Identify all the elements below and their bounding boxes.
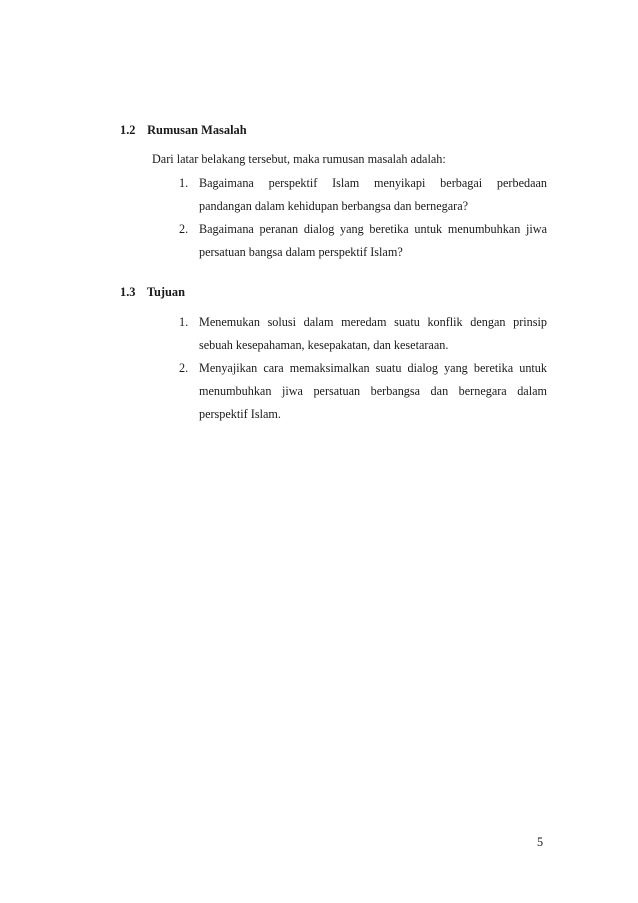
section-number: 1.2 (120, 123, 136, 137)
section-title: Tujuan (146, 285, 185, 299)
list-item-text-line: Menemukan solusi dalam meredam suatu konflik dengan prinsip (199, 315, 547, 329)
section-heading-tujuan (120, 285, 185, 300)
section-number: 1.3 (120, 285, 136, 299)
list-item-text-line: pandangan dalam kehidupan berbangsa dan bernegara? (199, 199, 469, 213)
list-item-text-line: perspektif Islam. (199, 407, 281, 421)
list-item-text-line: sebuah kesepahaman, kesepakatan, dan kesetaraan. (199, 338, 449, 352)
list-item-number: 1. (179, 315, 189, 329)
intro-paragraph: Dari latar belakang tersebut, maka rumusan masalah adalah: (152, 152, 446, 166)
list-item-text-line: Menyajikan cara memaksimalkan suatu dialog yang beretika untuk (199, 361, 547, 375)
list-item-number: 1. (179, 176, 189, 190)
list-item-text-line: menumbuhkan jiwa persatuan berbangsa dan bernegara dalam (199, 384, 547, 398)
list-item-text-line: persatuan bangsa dalam perspektif Islam? (199, 245, 403, 259)
section-heading-rumusan-masalah (120, 123, 247, 138)
list-item-text-line: Bagaimana perspektif Islam menyikapi berbagai perbedaan (199, 176, 547, 190)
list-item-text-line: Bagaimana peranan dialog yang beretika untuk menumbuhkan jiwa (199, 222, 547, 236)
page-number: 5 (537, 835, 544, 849)
section-title: Rumusan Masalah (147, 123, 247, 137)
list-item-number: 2. (179, 222, 189, 236)
list-item-number: 2. (179, 361, 189, 375)
